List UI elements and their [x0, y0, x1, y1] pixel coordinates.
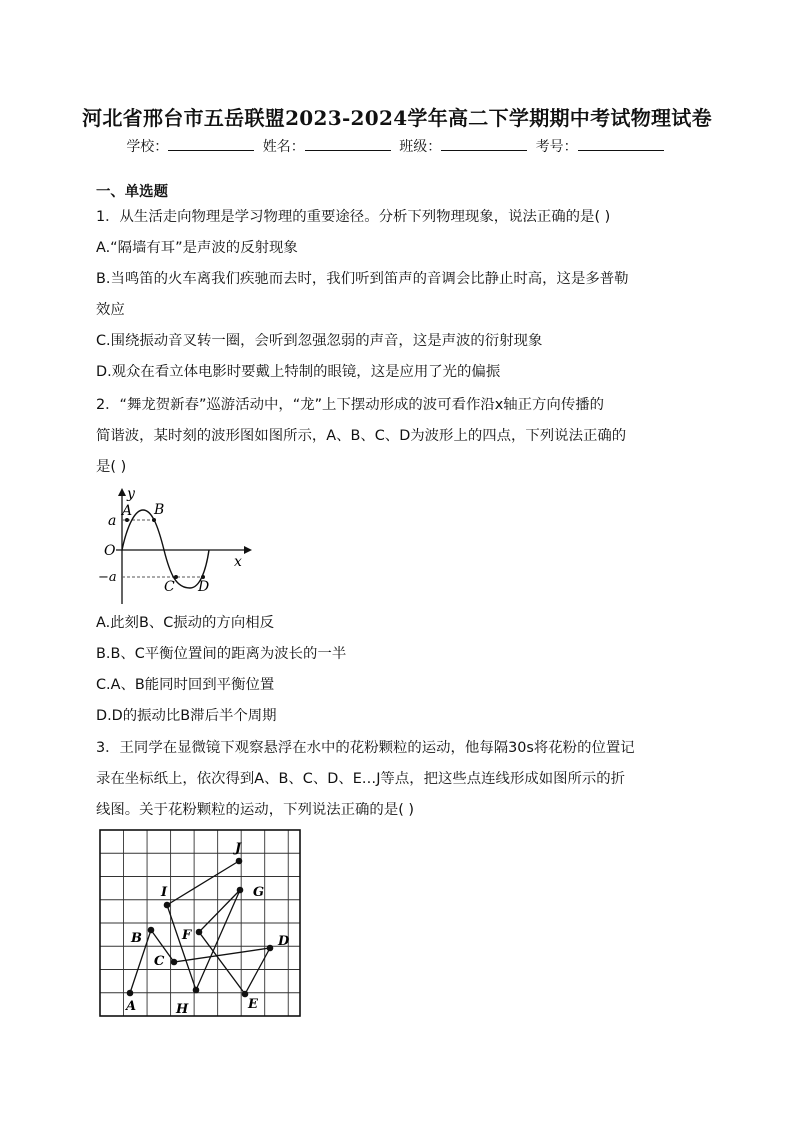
q2-option-b: B.B、C平衡位置间的距离为波长的一半 [96, 646, 347, 662]
wave-neg-a-label: −a [98, 570, 117, 585]
exam-title: 河北省邢台市五岳联盟2023-2024学年高二下学期期中考试物理试卷 [82, 106, 712, 130]
pollen-label-g: G [253, 885, 265, 900]
pollen-point-b [148, 927, 155, 934]
q2-option-c: C.A、B能同时回到平衡位置 [96, 677, 275, 693]
id-label: 考号： [535, 139, 578, 155]
q2-stem-line2: 简谐波，某时刻的波形图如图所示，A、B、C、D为波形上的四点，下列说法正确的 [96, 428, 627, 444]
wave-a-label: a [108, 513, 117, 529]
wave-curve [122, 510, 209, 588]
pollen-label-e: E [248, 997, 258, 1012]
pollen-label-h: H [176, 1002, 189, 1017]
id-blank [578, 137, 664, 151]
pollen-point-i [164, 902, 171, 909]
q3-stem-line2: 录在坐标纸上，依次得到A、B、C、D、E…J等点，把这些点连线形成如图所示的折 [96, 771, 626, 787]
q3-stem-line1: 3．王同学在显微镜下观察悬浮在水中的花粉颗粒的运动，他每隔30s将花粉的位置记 [96, 740, 635, 756]
q2-option-a: A.此刻B、C振动的方向相反 [96, 615, 274, 631]
q1-stem: 1．从生活走向物理是学习物理的重要途径。分析下列物理现象，说法正确的是( ) [96, 209, 611, 225]
wave-label-b: B [154, 502, 165, 518]
pollen-label-j: J [235, 841, 242, 856]
wave-label-c: C [164, 579, 175, 595]
section-heading: 一、单选题 [96, 184, 168, 200]
q1-option-d: D.观众在看立体电影时要戴上特制的眼镜，这是应用了光的偏振 [96, 364, 501, 380]
pollen-label-b: B [131, 931, 142, 946]
wave-label-d: D [198, 579, 210, 595]
class-label: 班级： [399, 139, 442, 155]
q1-option-b: B.当鸣笛的火车离我们疾驰而去时，我们听到笛声的音调会比静止时高，这是多普勒 [96, 271, 629, 287]
pollen-point-j [236, 858, 243, 865]
pollen-point-h [193, 987, 200, 994]
pollen-grid-figure [98, 828, 304, 1020]
school-blank [168, 137, 254, 151]
x-axis-arrow-icon [244, 546, 252, 554]
pollen-point-f [196, 929, 203, 936]
q2-stem-line1: 2．“舞龙贺新春”巡游活动中，“龙”上下摆动形成的波可看作沿x轴正方向传播的 [96, 397, 604, 413]
wave-point-b [152, 518, 156, 522]
class-blank [441, 137, 527, 151]
pollen-label-c: C [154, 954, 165, 969]
pollen-point-c [171, 959, 178, 966]
q2-stem-line3: 是( ) [96, 459, 127, 475]
grid-lines [100, 830, 300, 1016]
student-info-row [0, 136, 794, 156]
q1-option-c: C.围绕振动音叉转一圈，会听到忽强忽弱的声音，这是声波的衍射现象 [96, 333, 543, 349]
pollen-point-g [237, 887, 244, 894]
y-axis-arrow-icon [118, 488, 126, 496]
pollen-label-a: A [126, 999, 137, 1014]
wave-figure [96, 484, 256, 604]
name-blank [305, 137, 391, 151]
pollen-point-d [267, 945, 274, 952]
pollen-label-f: F [182, 928, 192, 943]
wave-origin-label: O [104, 543, 116, 559]
name-label: 姓名： [262, 139, 305, 155]
pollen-label-i: I [161, 885, 168, 900]
q2-option-d: D.D的振动比B滞后半个周期 [96, 708, 277, 724]
wave-x-label: x [234, 554, 242, 570]
q1-option-b-cont: 效应 [96, 302, 125, 318]
pollen-point-a [127, 990, 134, 997]
pollen-label-d: D [278, 934, 290, 949]
wave-y-label: y [127, 486, 135, 502]
school-label: 学校： [126, 139, 169, 155]
wave-label-a: A [122, 503, 133, 519]
q1-option-a: A.“隔墙有耳”是声波的反射现象 [96, 240, 298, 256]
q3-stem-line3: 线图。关于花粉颗粒的运动，下列说法正确的是( ) [96, 802, 415, 818]
